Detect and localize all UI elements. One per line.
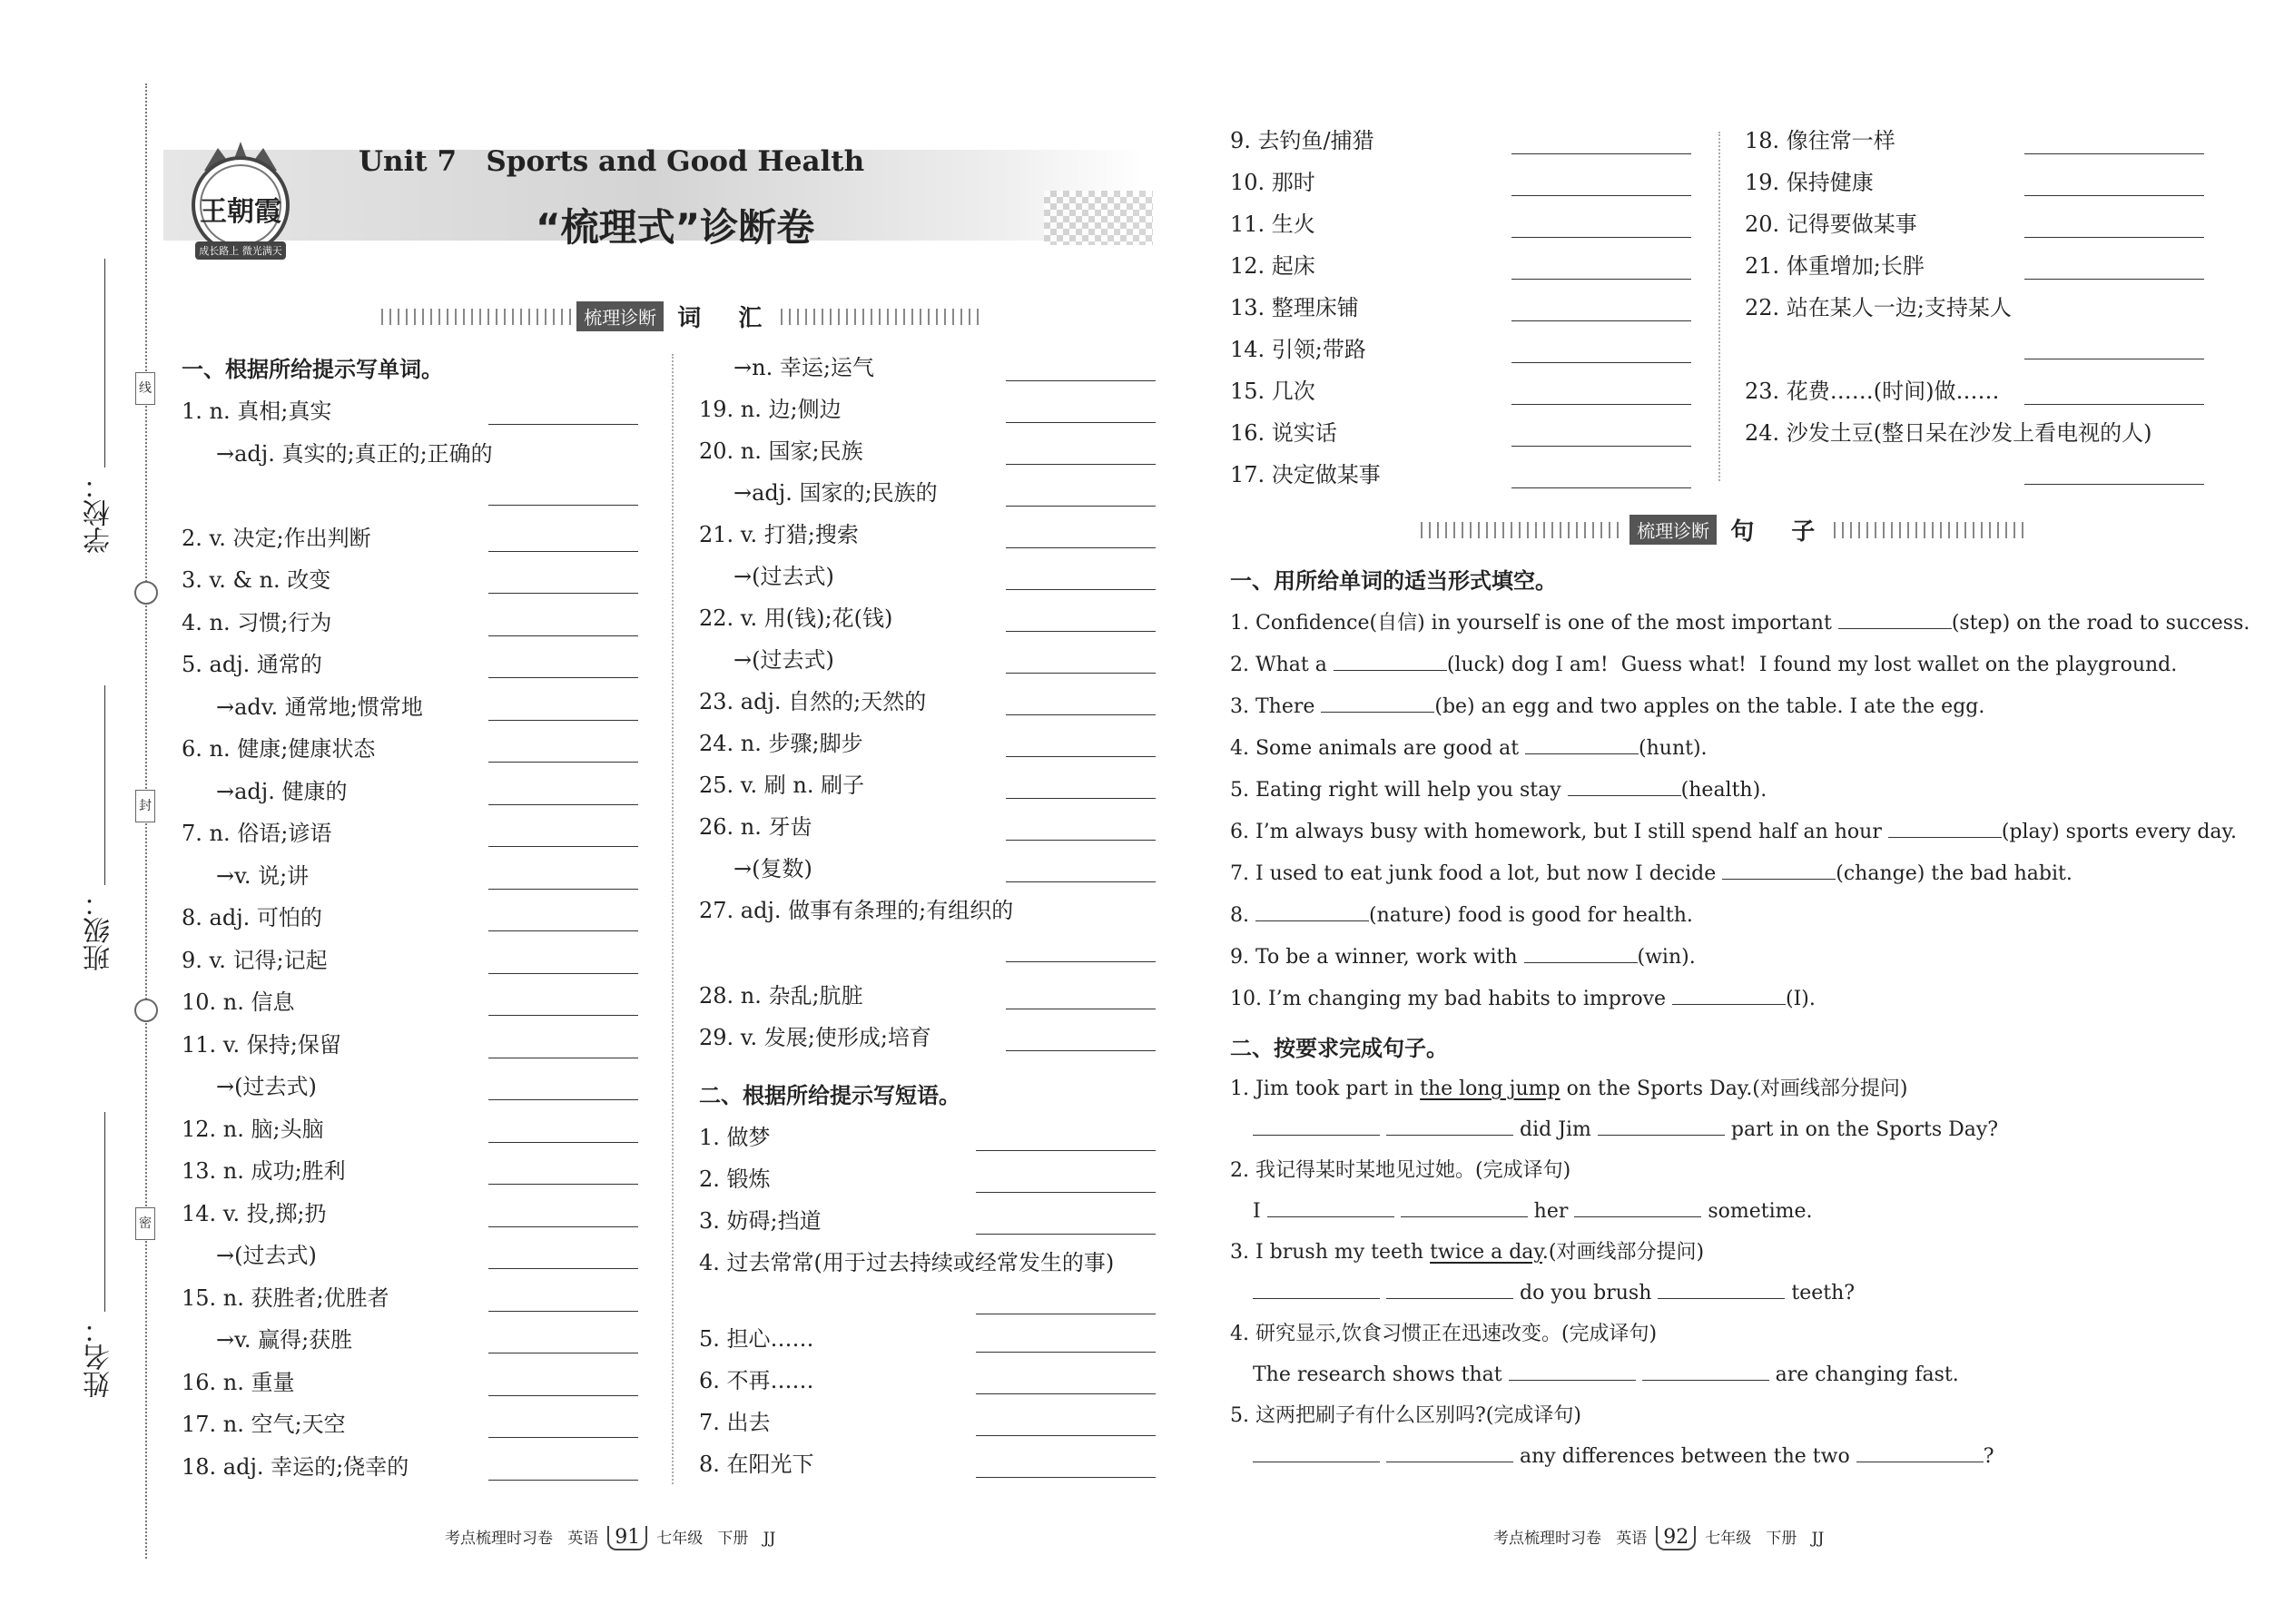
sentence-tag: 梳理诊断	[1629, 515, 1717, 545]
vocab-item: 3. v. & n. 改变	[182, 567, 331, 593]
answer-blank[interactable]	[488, 676, 638, 678]
page-number-left: 91	[607, 1526, 647, 1550]
answer-blank[interactable]	[488, 972, 638, 974]
vocab-item: 15. n. 获胜者;优胜者	[182, 1285, 389, 1311]
fill-question-text: 7. I used to eat junk food a lot, but now I decide	[1230, 862, 1723, 885]
answer-blank[interactable]	[488, 930, 638, 931]
vocab-banner	[381, 300, 1162, 334]
binding-ornament-1	[134, 581, 158, 605]
answer-blank[interactable]	[488, 1394, 638, 1396]
answer-blank[interactable]	[1006, 839, 1156, 841]
vocab-item: 20. n. 国家;民族	[699, 438, 863, 464]
answer-blank[interactable]	[976, 1191, 1156, 1193]
vocab-item: →adj. 健康的	[216, 779, 348, 804]
answer-blank[interactable]	[1006, 881, 1156, 882]
unit-title: Unit 7 Sports and Good Health	[359, 145, 865, 178]
vocab-item: 14. v. 投,掷;扔	[182, 1201, 327, 1226]
fill-question-hint: (be) an egg and two apples on the table. I ate the egg.	[1434, 695, 1985, 718]
q2-answer	[1253, 1198, 1813, 1225]
class-field[interactable]	[104, 685, 105, 885]
vocab-item: →adj. 真实的;真正的;正确的	[216, 441, 493, 467]
vocab-item: →v. 说;讲	[216, 863, 310, 889]
sentence-title: 句 子	[1730, 518, 1830, 546]
answer-blank[interactable]	[1253, 1297, 1380, 1299]
fill-question-hint: (I).	[1786, 988, 1816, 1010]
q1-answer-mid: did Jim	[1513, 1118, 1598, 1141]
vocab-item: 17. n. 空气;天空	[182, 1412, 346, 1437]
q2-question: 2. 我记得某时某地见过她。(完成译句)	[1230, 1159, 1571, 1182]
answer-blank[interactable]	[488, 592, 638, 594]
phrase-item: 19. 保持健康	[1745, 170, 1874, 195]
phrase-item: 5. 担心……	[699, 1326, 814, 1352]
answer-blank[interactable]	[1253, 1134, 1380, 1136]
answer-blank[interactable]	[2024, 194, 2204, 196]
fill-question-hint: (play) sports every day.	[2001, 821, 2238, 843]
vocab-item: →(过去式)	[216, 1074, 317, 1099]
q4-question: 4. 研究显示,饮食习惯正在迅速改变。(完成译句)	[1230, 1323, 1658, 1345]
vocab-item: 28. n. 杂乱;肮脏	[699, 983, 863, 1009]
q1-text-post: on the Sports Day.(对画线部分提问)	[1560, 1078, 1908, 1100]
vocab-item: 24. n. 步骤;脚步	[699, 731, 863, 756]
answer-blank[interactable]	[1642, 1379, 1769, 1381]
answer-blank[interactable]	[488, 1141, 638, 1143]
vocab-item: →(过去式)	[216, 1243, 317, 1268]
phrase-item: 16. 说实话	[1230, 420, 1337, 446]
footer-left-post: 七年级 下册 JJ	[656, 1530, 776, 1548]
fill-question-hint: (win).	[1637, 946, 1696, 969]
answer-blank[interactable]	[976, 1233, 1156, 1235]
q2-answer-mid: her	[1527, 1200, 1575, 1223]
answer-blank[interactable]	[976, 1351, 1156, 1353]
answer-blank[interactable]	[2024, 236, 2204, 238]
q1-question	[1230, 1076, 1907, 1103]
vocab-item: 9. v. 记得;记起	[182, 948, 328, 973]
answer-blank[interactable]	[1006, 379, 1156, 381]
fill-question-text: 3. There	[1230, 695, 1322, 718]
answer-blank[interactable]	[2024, 153, 2204, 154]
fill-question	[1230, 694, 1984, 721]
vocab-item: 6. n. 健康;健康状态	[182, 736, 376, 762]
sentence-banner	[1421, 513, 2056, 547]
vocab-item: 19. n. 边;侧边	[699, 397, 842, 422]
q3-answer-end: teeth?	[1785, 1282, 1856, 1304]
answer-blank[interactable]	[1658, 1297, 1785, 1299]
vocab-item: 10. n. 信息	[182, 989, 295, 1015]
answer-blank[interactable]	[1386, 1134, 1513, 1136]
phrase-item: 1. 做梦	[699, 1125, 771, 1150]
answer-blank[interactable]	[1524, 961, 1638, 963]
footer-right	[1493, 1525, 1824, 1550]
q1-answer-end: part in on the Sports Day?	[1724, 1118, 1999, 1141]
phrase-item: 3. 妨碍;挡道	[699, 1208, 822, 1234]
fill-question-text: 4. Some animals are good at	[1230, 737, 1526, 760]
answer-blank[interactable]	[1006, 588, 1156, 590]
fill-question-hint: (health).	[1680, 779, 1767, 802]
answer-blank[interactable]	[1401, 1216, 1528, 1217]
answer-blank[interactable]	[1511, 320, 1691, 321]
phrase-item: 24. 沙发土豆(整日呆在沙发上看电视的人)	[1745, 420, 2152, 446]
header-checker	[1044, 191, 1153, 245]
answer-blank[interactable]	[1006, 546, 1156, 548]
answer-blank[interactable]	[976, 1313, 1156, 1314]
answer-blank[interactable]	[1525, 753, 1639, 754]
vocab-item: 7. n. 俗语;谚语	[182, 821, 332, 846]
answer-blank[interactable]	[488, 550, 638, 552]
q4-answer-end: are changing fast.	[1768, 1363, 1959, 1386]
q4-answer-pre: The research shows that	[1253, 1363, 1509, 1386]
fill-question	[1230, 735, 1708, 763]
fill-question	[1230, 944, 1696, 971]
footer-right-pre: 考点梳理时习卷 英语	[1493, 1530, 1648, 1548]
phrase-item: 15. 几次	[1230, 379, 1315, 404]
phrase-item: 14. 引领;带路	[1230, 337, 1366, 362]
vocab-item: →n. 幸运;运气	[733, 355, 874, 380]
q2-answer-pre: I	[1253, 1200, 1267, 1223]
vocab-item: 12. n. 脑;头脑	[182, 1117, 324, 1142]
q5-answer-end: ?	[1983, 1445, 1994, 1468]
answer-blank[interactable]	[488, 1436, 638, 1438]
fill-question	[1230, 610, 2250, 637]
page-title: “梳理式”诊断卷	[536, 205, 815, 250]
answer-blank[interactable]	[488, 719, 638, 721]
fill-question	[1230, 819, 2237, 846]
answer-blank[interactable]	[1856, 1461, 1984, 1462]
page-number-right: 92	[1656, 1526, 1696, 1550]
answer-blank[interactable]	[488, 1014, 638, 1016]
vocab-item: 27. adj. 做事有条理的;有组织的	[699, 898, 1014, 923]
footer-left-pre: 考点梳理时习卷 英语	[445, 1530, 599, 1548]
answer-blank[interactable]	[1722, 878, 1836, 880]
q3-underlined: twice a day	[1430, 1241, 1542, 1264]
phrase-item: 8. 在阳光下	[699, 1452, 814, 1477]
answer-blank[interactable]	[1386, 1297, 1513, 1299]
answer-blank[interactable]	[488, 1479, 638, 1481]
sentence-part1-title: 一、用所给单词的适当形式填空。	[1230, 568, 1557, 594]
answer-blank[interactable]	[1672, 1003, 1786, 1005]
phrase-item: 2. 锻炼	[699, 1166, 771, 1192]
vocab-item: 23. adj. 自然的;天然的	[699, 689, 927, 714]
vocab-item: 8. adj. 可怕的	[182, 905, 322, 930]
vocab-item: 2. v. 决定;作出判断	[182, 526, 371, 551]
answer-blank[interactable]	[1006, 505, 1156, 507]
answer-blank[interactable]	[976, 1434, 1156, 1436]
answer-blank[interactable]	[488, 845, 638, 847]
banner-bars-left-icon	[381, 309, 572, 325]
sentence-part2-title: 二、按要求完成句子。	[1230, 1036, 1448, 1061]
answer-blank[interactable]	[1511, 236, 1691, 238]
name-label: 姓名：	[84, 1316, 115, 1398]
vocab-item: →(复数)	[733, 856, 812, 881]
answer-blank[interactable]	[1598, 1134, 1725, 1136]
fill-question-text: 1. Confidence(自信) in yourself is one of the most important	[1230, 612, 1838, 635]
vocab-item: →(过去式)	[733, 564, 834, 589]
binding-mark-line: 线	[135, 372, 155, 405]
answer-blank[interactable]	[1006, 797, 1156, 799]
q5-answer	[1253, 1443, 1994, 1471]
answer-blank[interactable]	[488, 1225, 638, 1227]
q3-answer	[1253, 1280, 1855, 1307]
vocab-item: 22. v. 用(钱);花(钱)	[699, 605, 893, 631]
vocab-item: 16. n. 重量	[182, 1370, 295, 1395]
answer-blank[interactable]	[1321, 711, 1434, 713]
answer-blank[interactable]	[1386, 1461, 1513, 1462]
fill-question	[1230, 986, 1816, 1013]
answer-blank[interactable]	[1255, 920, 1369, 921]
fill-question-text: 9. To be a winner, work with	[1230, 946, 1524, 969]
answer-blank[interactable]	[976, 1149, 1156, 1151]
answer-blank[interactable]	[1509, 1379, 1636, 1381]
banner-bars-left-icon	[1421, 522, 1625, 538]
answer-blank[interactable]	[488, 1183, 638, 1185]
binding-mark-seal: 封	[135, 790, 155, 822]
brand-logo-text: 王朝霞	[200, 196, 281, 228]
answer-blank[interactable]	[488, 635, 638, 636]
vocab-item: 25. v. 刷 n. 刷子	[699, 773, 865, 798]
phrase-item: 23. 花费……(时间)做……	[1745, 379, 2000, 404]
q3-question	[1230, 1239, 1704, 1266]
brand-logo	[177, 134, 304, 271]
phrase-item: 17. 决定做某事	[1230, 462, 1381, 487]
fill-question-text: 8.	[1230, 904, 1255, 927]
brand-logo-ribbon: 成长路上 微光满天	[199, 245, 282, 257]
answer-blank[interactable]	[1511, 487, 1691, 488]
phrase-item: 18. 像往常一样	[1745, 128, 1895, 153]
answer-blank[interactable]	[976, 1476, 1156, 1478]
school-label: 学校：	[84, 472, 115, 554]
phrase-item: 12. 起床	[1230, 253, 1315, 279]
fill-question-text: 10. I’m changing my bad habits to improve	[1230, 988, 1673, 1010]
answer-blank[interactable]	[976, 1393, 1156, 1394]
answer-blank[interactable]	[1006, 1008, 1156, 1009]
vocab-part2-title: 二、根据所给提示写短语。	[699, 1083, 960, 1108]
fill-question-text: 6. I’m always busy with homework, but I still spend half an hour	[1230, 821, 1888, 843]
vocab-item: 29. v. 发展;使形成;培育	[699, 1025, 931, 1050]
vocab-part1-title: 一、根据所给提示写单词。	[182, 357, 443, 382]
school-field[interactable]	[104, 259, 105, 468]
banner-bars-right-icon	[781, 309, 980, 325]
footer-left	[445, 1525, 775, 1550]
answer-blank[interactable]	[1006, 1049, 1156, 1051]
answer-blank[interactable]	[488, 1310, 638, 1312]
vocab-item: 5. adj. 通常的	[182, 652, 322, 677]
q3-answer-mid: do you brush	[1513, 1282, 1659, 1304]
answer-blank[interactable]	[1006, 630, 1156, 632]
answer-blank[interactable]	[1334, 669, 1447, 671]
vocab-item: 18. adj. 幸运的;侥幸的	[182, 1454, 409, 1480]
fill-question-hint: (change) the bad habit.	[1836, 862, 2072, 885]
vocab-item: →v. 赢得;获胜	[216, 1327, 353, 1353]
phrase-item: 11. 生火	[1230, 212, 1315, 237]
answer-blank[interactable]	[488, 423, 638, 425]
q1-text-pre: 1. Jim took part in	[1230, 1078, 1421, 1100]
answer-blank[interactable]	[2024, 278, 2204, 280]
answer-blank[interactable]	[1568, 794, 1681, 796]
answer-blank[interactable]	[1006, 960, 1156, 962]
banner-bars-right-icon	[1834, 522, 2024, 538]
answer-blank[interactable]	[1006, 421, 1156, 423]
answer-blank[interactable]	[488, 504, 638, 506]
answer-blank[interactable]	[1006, 463, 1156, 465]
q5-question: 5. 这两把刷子有什么区别吗?(完成译句)	[1230, 1404, 1581, 1427]
fill-question	[1230, 777, 1767, 804]
fill-question-hint: (hunt).	[1639, 737, 1708, 760]
binding-ornament-2	[134, 999, 158, 1022]
fill-question-hint: (luck) dog I am! Guess what! I found my lost wallet on the playground.	[1446, 654, 2178, 676]
answer-blank[interactable]	[488, 803, 638, 805]
binding-mark-secret: 密	[135, 1207, 155, 1240]
fill-question	[1230, 652, 2177, 679]
vocab-item: 11. v. 保持;保留	[182, 1032, 341, 1058]
footer-right-post: 七年级 下册 JJ	[1705, 1530, 1825, 1548]
answer-blank[interactable]	[488, 1352, 638, 1353]
answer-blank[interactable]	[1006, 672, 1156, 674]
class-label: 班级：	[84, 890, 115, 971]
answer-blank[interactable]	[1511, 278, 1691, 280]
name-field[interactable]	[104, 1112, 105, 1312]
answer-blank[interactable]	[1511, 361, 1691, 363]
phrase-item: 9. 去钓鱼/捕猎	[1230, 128, 1374, 153]
q5-answer-mid: any differences between the two	[1513, 1445, 1856, 1468]
fill-question-hint: (step) on the road to success.	[1951, 612, 2250, 635]
answer-blank[interactable]	[488, 1098, 638, 1100]
answer-blank[interactable]	[1888, 836, 2002, 838]
column-divider-1	[672, 354, 674, 1484]
answer-blank[interactable]	[1574, 1216, 1701, 1217]
answer-blank[interactable]	[488, 1057, 638, 1058]
fill-question-text: 5. Eating right will help you stay	[1230, 779, 1568, 802]
answer-blank[interactable]	[1511, 445, 1691, 447]
answer-blank[interactable]	[1006, 714, 1156, 715]
q4-answer	[1253, 1362, 1959, 1389]
fill-question	[1230, 902, 1693, 930]
vocab-item: 26. n. 牙齿	[699, 814, 812, 840]
phrase-item: 13. 整理床铺	[1230, 295, 1359, 320]
answer-blank[interactable]	[488, 888, 638, 890]
answer-blank[interactable]	[1253, 1461, 1380, 1462]
q2-answer-end: sometime.	[1701, 1200, 1813, 1223]
phrase-item: 21. 体重增加;长胖	[1745, 253, 1925, 279]
vocab-tag: 梳理诊断	[576, 301, 664, 331]
fill-question-hint: (nature) food is good for health.	[1368, 904, 1693, 927]
answer-blank[interactable]	[2024, 483, 2204, 485]
vocab-title: 词 汇	[677, 305, 777, 332]
q1-answer	[1253, 1117, 1998, 1144]
column-divider-2	[1718, 132, 1720, 481]
vocab-item: 21. v. 打猎;搜索	[699, 522, 859, 547]
answer-blank[interactable]	[1511, 403, 1691, 405]
fill-question-text: 2. What a	[1230, 654, 1334, 676]
phrase-item: 20. 记得要做某事	[1745, 212, 1917, 237]
phrase-item: 4. 过去常常(用于过去持续或经常发生的事)	[699, 1250, 1115, 1275]
q3-text-pre: 3. I brush my teeth	[1230, 1241, 1431, 1264]
answer-blank[interactable]	[1838, 627, 1952, 629]
phrase-item: 10. 那时	[1230, 170, 1315, 195]
answer-blank[interactable]	[488, 1267, 638, 1269]
q3-text-post: .(对画线部分提问)	[1541, 1241, 1705, 1264]
vocab-item: 4. n. 习惯;行为	[182, 610, 332, 635]
vocab-item: →adv. 通常地;惯常地	[216, 694, 423, 720]
answer-blank[interactable]	[1267, 1216, 1394, 1217]
vocab-item: 13. n. 成功;胜利	[182, 1158, 346, 1184]
answer-blank[interactable]	[2024, 358, 2204, 359]
answer-blank[interactable]	[1511, 153, 1691, 154]
fill-question	[1230, 861, 2072, 888]
answer-blank[interactable]	[488, 761, 638, 763]
vocab-item: →(过去式)	[733, 647, 834, 673]
phrase-item: 22. 站在某人一边;支持某人	[1745, 295, 2012, 320]
vocab-item: →adj. 国家的;民族的	[733, 480, 938, 506]
answer-blank[interactable]	[1511, 194, 1691, 196]
answer-blank[interactable]	[2024, 403, 2204, 405]
q1-underlined: the long jump	[1420, 1078, 1561, 1100]
answer-blank[interactable]	[1006, 755, 1156, 757]
phrase-item: 6. 不再……	[699, 1368, 814, 1393]
vocab-item: 1. n. 真相;真实	[182, 399, 332, 424]
phrase-item: 7. 出去	[699, 1410, 771, 1435]
